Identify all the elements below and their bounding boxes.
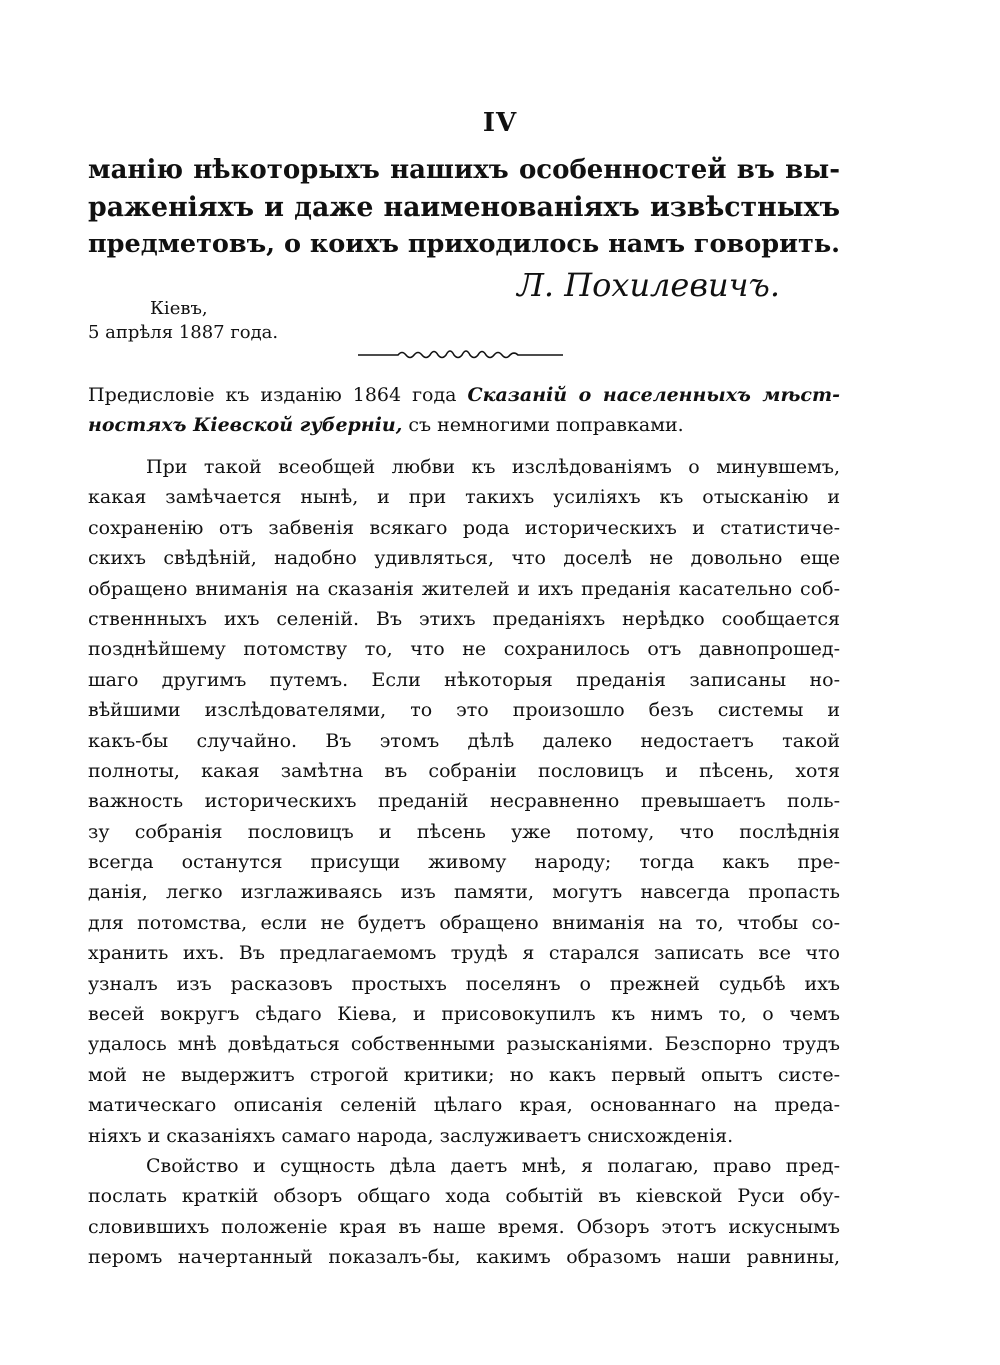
preface-line-1: [88, 380, 840, 410]
paragraph-1-line: узналъ изъ расказовъ простыхъ поселянъ о прежней судьбѣ ихъ: [88, 972, 840, 995]
paragraph-1-line: шаго другимъ путемъ. Если нѣкоторыя преданія записаны но-: [88, 668, 840, 691]
page-number: IV: [482, 108, 518, 138]
book-title-part-1: Сказаній о населенныхъ мѣст-: [467, 384, 840, 406]
paragraph-1-line: мой не выдержитъ строгой критики; но какъ первый опытъ систе-: [88, 1063, 840, 1086]
paragraph-1-line: матическаго описанія селеній цѣлаго края, основаннаго на преда-: [88, 1094, 840, 1117]
paragraph-1-line: позднѣйшему потомству то, что не сохранилось отъ давнопрошед-: [88, 638, 840, 661]
paragraph-1-line: ственнныхъ ихъ селеній. Въ этихъ преданіяхъ нерѣдко сообщается: [88, 607, 840, 630]
date-line: 5 апрѣля 1887 года.: [88, 322, 279, 343]
body-text: [88, 452, 840, 1273]
paragraph-1-line: весей вокругъ сѣдаго Кіева, и присовокупилъ къ нимъ то, о чемъ: [88, 1003, 840, 1026]
preface-heading: [88, 380, 840, 440]
paragraph-1-line: обращено вниманія на сказанія жителей и ихъ преданія касательно соб-: [88, 577, 840, 600]
paragraph-2-line: послать краткій обзоръ общаго хода событій въ кіевской Руси обу-: [88, 1185, 840, 1208]
paragraph-2-line: словившихъ положеніе края въ наше время. Обзоръ этотъ искуснымъ: [88, 1215, 840, 1238]
place-line: Кіевъ,: [150, 298, 208, 319]
paragraph-1-line: сохраненію отъ забвенія всякаго рода историческихъ и статистиче-: [88, 516, 840, 539]
author-signature: Л. Похилевичъ.: [517, 266, 780, 304]
paragraph-2-line: Свойство и сущность дѣла даетъ мнѣ, я полагаю, право пред-: [146, 1155, 840, 1177]
paragraph-1-line: При такой всеобщей любви къ изслѣдованіямъ о минувшемъ,: [146, 456, 840, 478]
paragraph-1-line: важность историческихъ преданій несравненно превышаетъ поль-: [88, 790, 840, 813]
opening-line: предметовъ, о коихъ приходилось намъ говорить.: [88, 229, 840, 259]
paragraph-1-line: вѣйшими изслѣдователями, то это произошло безъ системы и: [88, 699, 840, 722]
paragraph-1-line: зу собранія пословицъ и пѣсень уже потому, что послѣднія: [88, 820, 840, 843]
paragraph-1-line: всегда останутся присущи живому народу; тогда какъ пре-: [88, 851, 840, 874]
paragraph-1-line: скихъ свѣдѣній, надобно удивляться, что доселѣ не довольно еще: [88, 547, 840, 570]
paragraph-1-line: удалось мнѣ довѣдаться собственными разысканіями. Безспорно трудъ: [88, 1033, 840, 1056]
paragraph-1-line: полноты, какая замѣтна въ собраніи пословицъ и пѣсень, хотя: [88, 759, 840, 782]
paragraph-1-line: какъ-бы случайно. Въ этомъ дѣлѣ далеко недостаетъ такой: [88, 729, 840, 752]
preface-line-2: [88, 410, 840, 440]
preface-prefix: Предисловіе къ изданію 1864 года: [88, 384, 457, 406]
opening-line: раженіяхъ и даже наименованіяхъ извѣстныхъ: [88, 192, 840, 223]
preface-suffix: съ немногими поправками.: [408, 414, 684, 436]
paragraph-1-line: ніяхъ и сказаніяхъ самаго народа, заслуживаетъ снисхожденія.: [88, 1124, 734, 1147]
ornamental-divider: [358, 346, 563, 362]
paragraph-2-line: перомъ начертанный показалъ-бы, какимъ образомъ наши равнины,: [88, 1246, 840, 1269]
paragraph-1-line: для потомства, если не будетъ обращено вниманія на то, чтобы со-: [88, 911, 840, 934]
opening-text: [88, 152, 840, 263]
paragraph-1-line: данія, легко изглаживаясь изъ памяти, могутъ навсегда пропасть: [88, 881, 840, 904]
paragraph-1-line: хранить ихъ. Въ предлагаемомъ трудѣ я старался записать все что: [88, 942, 840, 965]
book-title-part-2: ностяхъ Кіевской губерніи,: [88, 414, 403, 436]
paragraph-1-line: какая замѣчается нынѣ, и при такихъ усиліяхъ къ отысканію и: [88, 486, 840, 509]
opening-line: манію нѣкоторыхъ нашихъ особенностей въ вы-: [88, 155, 840, 185]
